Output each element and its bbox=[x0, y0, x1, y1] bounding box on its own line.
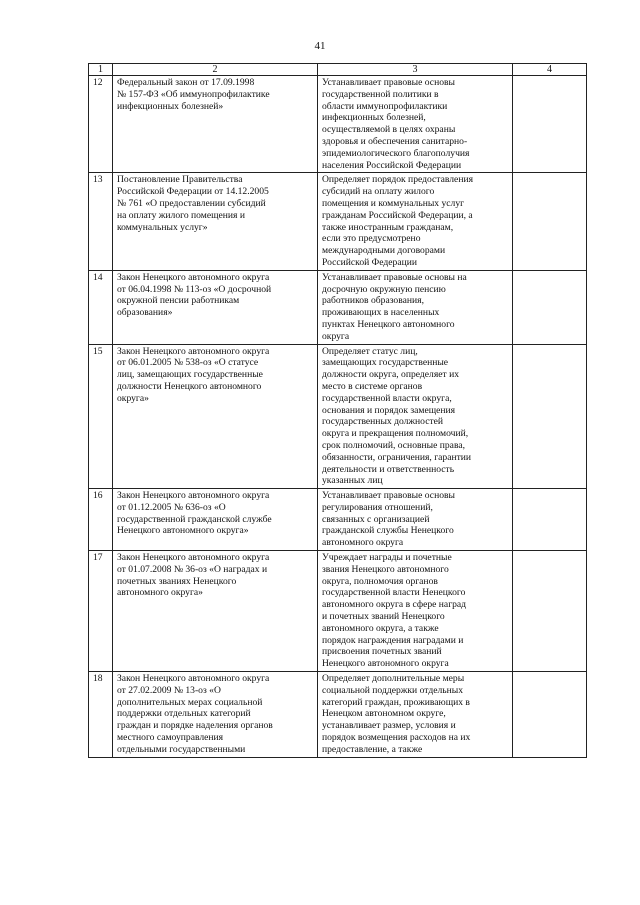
table-row bbox=[89, 173, 587, 270]
act-title: Федеральный закон от 17.09.1998 № 157-ФЗ «Об иммунопрофилактике инфекционных болезней» bbox=[113, 76, 318, 173]
row-number: 12 bbox=[89, 76, 113, 173]
act-title: Закон Ненецкого автономного округа от 01.12.2005 № 636-оз «О государственной гражданской службе Ненецкого автономного округа» bbox=[113, 489, 318, 551]
column-header-description: 3 bbox=[318, 64, 513, 76]
act-description: Определяет порядок предоставления субсидий на оплату жилого помещения и коммунальных услуг гражданам Российской Федерации, а также иностранным гражданам, если это предусмотрено международными договорами Российской Федерации bbox=[318, 173, 513, 270]
table-row bbox=[89, 489, 587, 551]
table-row bbox=[89, 672, 587, 758]
table-row bbox=[89, 76, 587, 173]
act-note bbox=[513, 76, 587, 173]
act-note bbox=[513, 672, 587, 758]
act-note bbox=[513, 173, 587, 270]
row-number: 15 bbox=[89, 344, 113, 489]
row-number: 14 bbox=[89, 270, 113, 344]
table-body bbox=[89, 76, 587, 758]
page-number: 41 bbox=[314, 40, 326, 52]
column-header-act: 2 bbox=[113, 64, 318, 76]
act-description: Устанавливает правовые основы государственной политики в области иммунопрофилактики инфекционных болезней, осуществляемой в целях охраны здоровья и обеспечения санитарно- эпидемиологического благополучия населения Российской Федерации bbox=[318, 76, 513, 173]
act-description: Учреждает награды и почетные звания Ненецкого автономного округа, полномочия органов государственной власти Ненецкого автономного округа в сфере наград и почетных званий Ненецкого автономного округа, а также порядок награждения наградами и присвоения почетных званий Ненецкого автономного округа bbox=[318, 551, 513, 672]
act-description: Определяет дополнительные меры социальной поддержки отдельных категорий граждан, проживающих в Ненецком автономном округе, устанавливает размер, условия и порядок возмещения расходов на их предоставление, а также bbox=[318, 672, 513, 758]
row-number: 16 bbox=[89, 489, 113, 551]
legal-acts-table bbox=[88, 63, 587, 758]
row-number: 18 bbox=[89, 672, 113, 758]
table-row bbox=[89, 551, 587, 672]
table-header-row bbox=[89, 64, 587, 76]
act-description: Устанавливает правовые основы регулирования отношений, связанных с организацией гражданской службы Ненецкого автономного округа bbox=[318, 489, 513, 551]
act-note bbox=[513, 489, 587, 551]
column-header-number: 1 bbox=[89, 64, 113, 76]
row-number: 13 bbox=[89, 173, 113, 270]
act-description: Определяет статус лиц, замещающих государственные должности округа, определяет их место в системе органов государственной власти округа, основания и порядок замещения государственных должностей округа и прекращения полномочий, срок полномочий, основные права, обязанности, ограничения, гарантии деятельности и ответственность указанных лиц bbox=[318, 344, 513, 489]
table-row bbox=[89, 270, 587, 344]
column-header-note: 4 bbox=[513, 64, 587, 76]
act-note bbox=[513, 551, 587, 672]
act-title: Закон Ненецкого автономного округа от 06.04.1998 № 113-оз «О досрочной окружной пенсии работникам образования» bbox=[113, 270, 318, 344]
act-title: Постановление Правительства Российской Федерации от 14.12.2005 № 761 «О предоставлении субсидий на оплату жилого помещения и коммунальных услуг» bbox=[113, 173, 318, 270]
act-note bbox=[513, 270, 587, 344]
table-row bbox=[89, 344, 587, 489]
act-title: Закон Ненецкого автономного округа от 01.07.2008 № 36-оз «О наградах и почетных званиях Ненецкого автономного округа» bbox=[113, 551, 318, 672]
act-title: Закон Ненецкого автономного округа от 27.02.2009 № 13-оз «О дополнительных мерах социальной поддержки отдельных категорий граждан и порядке наделения органов местного самоуправления отдельными государственными bbox=[113, 672, 318, 758]
act-description: Устанавливает правовые основы на досрочную окружную пенсию работников образования, проживающих в населенных пунктах Ненецкого автономного округа bbox=[318, 270, 513, 344]
act-note bbox=[513, 344, 587, 489]
act-title: Закон Ненецкого автономного округа от 06.01.2005 № 538-оз «О статусе лиц, замещающих государственные должности Ненецкого автономного округа» bbox=[113, 344, 318, 489]
row-number: 17 bbox=[89, 551, 113, 672]
